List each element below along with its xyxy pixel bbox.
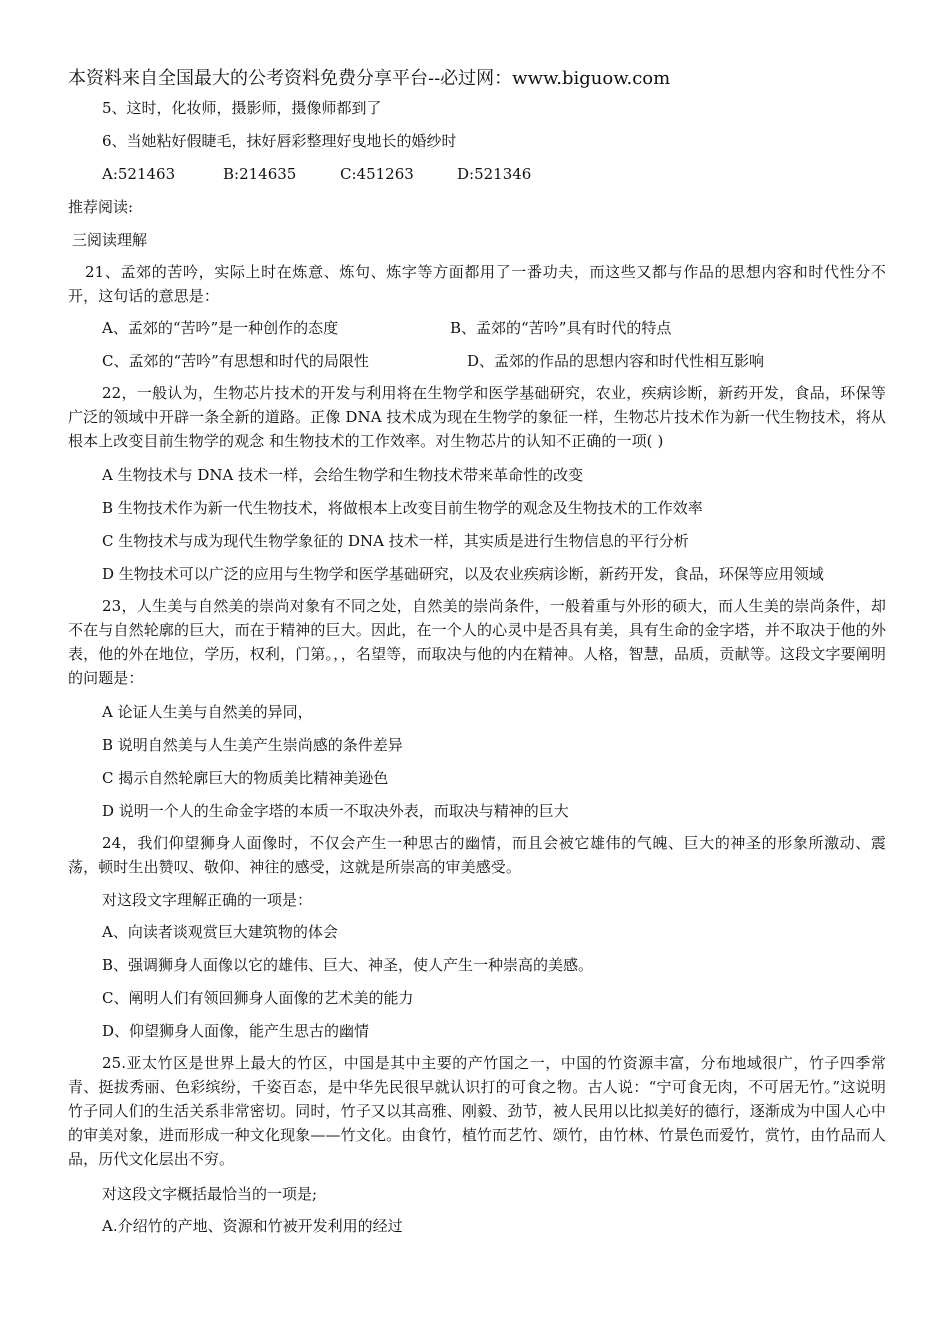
recommend-label: 推荐阅读:: [68, 198, 134, 216]
q22-option-b: B 生物技术作为新一代生物技术，将做根本上改变目前生物学的观念及生物技术的工作效率: [102, 499, 703, 517]
option-a: A:521463: [102, 165, 176, 183]
q22-option-a: A 生物技术与 DNA 技术一样，会给生物学和生物技术带来革命性的改变: [102, 466, 584, 484]
option-b: B:214635: [223, 165, 297, 183]
q21-option-d: D、孟郊的作品的思想内容和时代性相互影响: [467, 352, 765, 370]
q21-option-c: C、孟郊的“苦吟”有思想和时代的局限性: [102, 352, 369, 370]
q25-prompt: 对这段文字概括最恰当的一项是;: [102, 1185, 318, 1203]
option-c: C:451263: [340, 165, 414, 183]
q21-option-a: A、孟郊的“苦吟”是一种创作的态度: [102, 319, 339, 337]
q23-option-a: A 论证人生美与自然美的异同，: [102, 703, 313, 721]
q24-option-d: D、仰望狮身人面像，能产生思古的幽情: [102, 1022, 370, 1040]
q24-option-c: C、阐明人们有领回狮身人面像的艺术美的能力: [102, 989, 414, 1007]
q22-option-c: C 生物技术与成为现代生物学象征的 DNA 技术一样，其实质是进行生物信息的平行分析: [102, 532, 689, 550]
q21-option-b: B、孟郊的“苦吟”具有时代的特点: [450, 319, 672, 337]
q21-stem: 21、孟郊的苦吟，实际上时在炼意、炼句、炼字等方面都用了一番功夫，而这些又都与作品的思想内容和时代性分不开，这句话的意思是：: [68, 263, 886, 305]
header-banner: 本资料来自全国最大的公考资料免费分享平台--必过网：www.biguow.com: [68, 68, 671, 89]
q22-option-d: D 生物技术可以广泛的应用与生物学和医学基础研究，以及农业疾病诊断，新药开发，食品，环保等应用领域: [102, 565, 824, 583]
item-6: 6、当她粘好假睫毛，抹好唇彩整理好曳地长的婚纱时: [102, 132, 457, 150]
q23-stem: 23，人生美与自然美的崇尚对象有不同之处，自然美的崇尚条件，一般着重与外形的硕大，而人生美的崇尚条件，却不在与自然轮廓的巨大，而在于精神的巨大。因此，在一个人的心灵中是否具有美，具有生命的金字塔，并不取决于他的外表，他的外在地位，学历，权利，门第。，，名望等，而取决与他的内在精神。人格，智慧，品质，贡献等。这段文字要阐明的问题是：: [68, 597, 886, 687]
q24-stem: 24，我们仰望狮身人面像时，不仅会产生一种思古的幽情，而且会被它雄伟的气魄、巨大的神圣的形象所激动、震荡，顿时生出赞叹、敬仰、神往的感受，这就是所崇高的审美感受。: [68, 834, 886, 876]
item-5: 5、这时，化妆师，摄影师，摄像师都到了: [102, 99, 382, 117]
q24-option-b: B、强调狮身人面像以它的雄伟、巨大、神圣，使人产生一种崇高的美感。: [102, 956, 594, 974]
q24-prompt: 对这段文字理解正确的一项是：: [102, 891, 313, 909]
option-d: D:521346: [457, 165, 532, 183]
q25-option-a: A.介绍竹的产地、资源和竹被开发利用的经过: [102, 1217, 403, 1235]
q22-stem: 22，一般认为，生物芯片技术的开发与利用将在生物学和医学基础研究，农业，疾病诊断，新药开发，食品，环保等广泛的领域中开辟一条全新的道路。正像 DNA 技术成为现在生物学的象征一样，生物芯片技术作为新一代生物技术，将从根本上改变目前生物学的观念 和生物技术的工作效率。对生物芯片的认知不正确的一项( ): [68, 384, 886, 450]
q23-option-d: D 说明一个人的生命金字塔的本质一不取决外表，而取决与精神的巨大: [102, 802, 569, 820]
q23-option-b: B 说明自然美与人生美产生崇尚感的条件差异: [102, 736, 403, 754]
q24-option-a: A、向读者谈观赏巨大建筑物的体会: [102, 923, 338, 941]
q23-option-c: C 揭示自然轮廓巨大的物质美比精神美逊色: [102, 769, 389, 787]
q25-stem: 25.亚太竹区是世界上最大的竹区，中国是其中主要的产竹国之一，中国的竹资源丰富，分布地域很广，竹子四季常青、挺拔秀丽、色彩缤纷，千姿百态，是中华先民很早就认识打的可食之物。古人说：“宁可食无肉，不可居无竹。”这说明竹子同人们的生活关系非常密切。同时，竹子又以其高雅、刚毅、劲节，被人民用以比拟美好的德行，逐渐成为中国人心中的审美对象，进而形成一种文化现象——竹文化。由食竹，植竹而艺竹、颂竹，由竹林、竹景色而爱竹，赏竹，由竹品而人品，历代文化层出不穷。: [68, 1054, 886, 1168]
section-title: 三阅读理解: [72, 231, 148, 249]
